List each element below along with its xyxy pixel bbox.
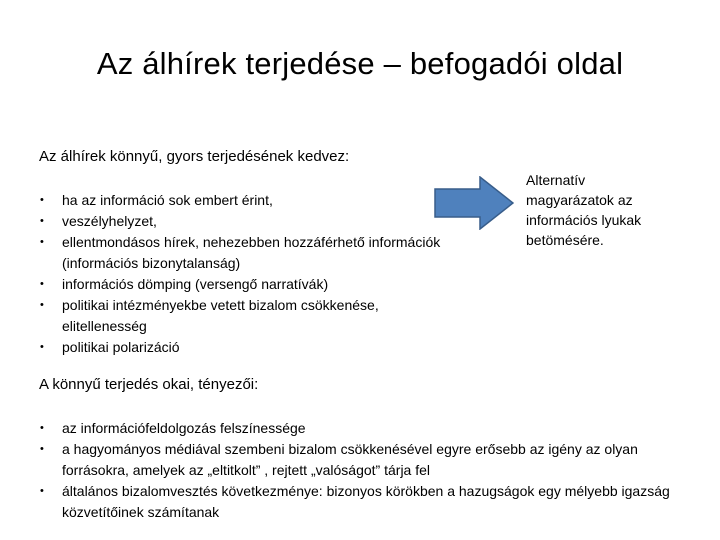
list-item-text: általános bizalomvesztés következménye: bizonyos körökben a hazugságok egy mélyebb igazság közvetítőinek számítanak	[62, 483, 670, 520]
section-heading-favors: Az álhírek könnyű, gyors terjedésének kedvez:	[39, 148, 350, 165]
list-item-text: a hagyományos médiával szembeni bizalom csökkenésével egyre erősebb az igény az olyan forrásokra, amelyek az „eltitkolt” , rejtett „valóságot” tárja fel	[62, 441, 638, 478]
bullet-icon: •	[40, 194, 44, 206]
list-item	[40, 337, 460, 358]
list-item-text: politikai polarizáció	[62, 339, 180, 355]
bullet-icon: •	[40, 236, 44, 248]
list-item	[40, 481, 680, 523]
list-item	[40, 418, 680, 439]
bullet-icon: •	[40, 443, 44, 455]
arrow-shape	[435, 177, 513, 229]
bullet-icon: •	[40, 278, 44, 290]
side-note-alternative-explanations: Alternatív magyarázatok az információs lyukak betömésére.	[526, 172, 642, 248]
right-arrow-icon	[434, 176, 514, 230]
list-item	[40, 274, 460, 295]
list-item	[40, 232, 460, 274]
list-item-text: veszélyhelyzet,	[62, 213, 157, 229]
list-item-text: ellentmondásos hírek, nehezebben hozzáférhető információk (információs bizonytalanság)	[62, 234, 441, 271]
bullet-icon: •	[40, 422, 44, 434]
list-item	[40, 295, 460, 337]
favoring-factors-list	[40, 190, 460, 358]
bullet-icon: •	[40, 341, 44, 353]
list-item-text: politikai intézményekbe vetett bizalom csökkenése, elitellenesség	[62, 297, 379, 334]
list-item	[40, 439, 680, 481]
bullet-icon: •	[40, 299, 44, 311]
bullet-icon: •	[40, 485, 44, 497]
bullet-icon: •	[40, 215, 44, 227]
list-item-text: ha az információ sok embert érint,	[62, 192, 273, 208]
list-item-text: az információfeldolgozás felszínessége	[62, 420, 306, 436]
causes-list	[40, 418, 680, 523]
list-item-text: információs dömping (versengő narratívák)	[62, 276, 329, 292]
list-item	[40, 190, 460, 211]
list-item	[40, 211, 460, 232]
slide-title: Az álhírek terjedése – befogadói oldal	[96, 46, 624, 81]
section-heading-causes: A könnyű terjedés okai, tényezői:	[39, 376, 259, 393]
